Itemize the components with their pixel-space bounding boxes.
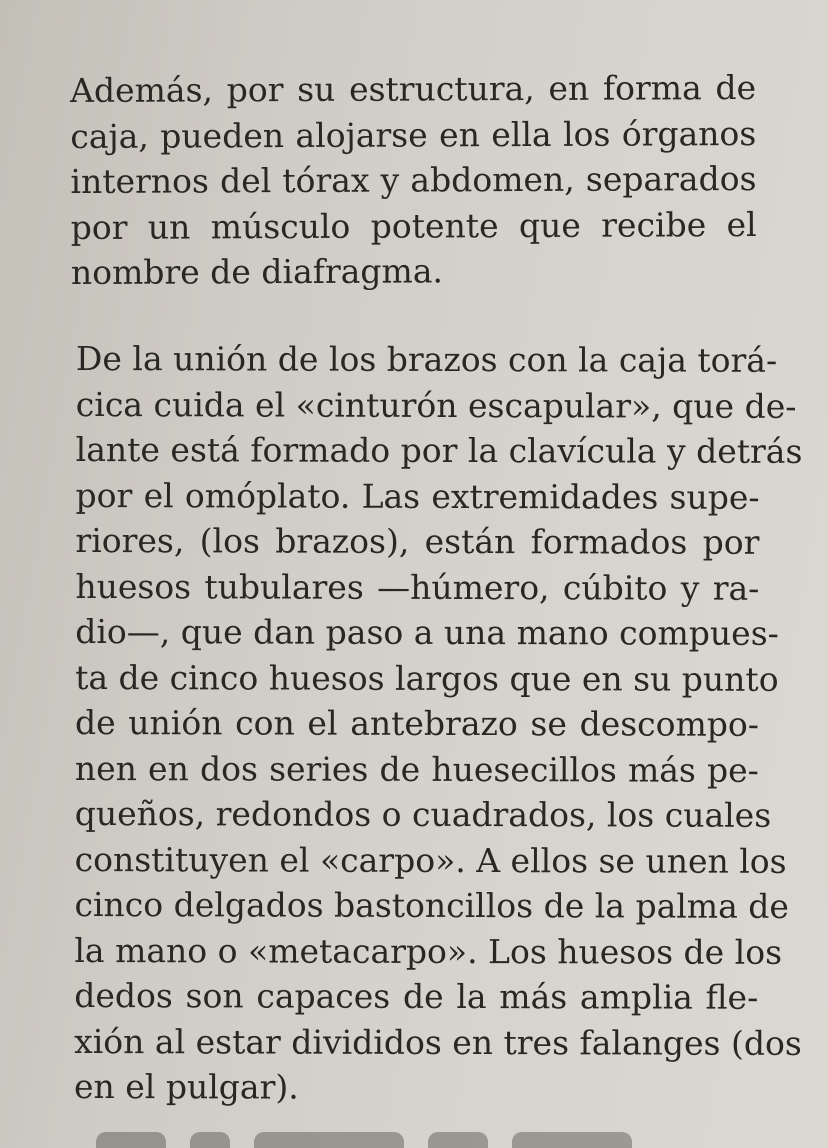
- paragraph-2: [73, 336, 803, 1111]
- text-line: de unión con el antebrazo se descompo-: [74, 702, 760, 744]
- text-line: dio—, que dan paso a una mano compues-: [75, 611, 779, 653]
- text-line: queños, redondos o cuadrados, los cuales: [74, 793, 772, 835]
- text-line: nen en dos series de huesecillos más pe-: [74, 748, 759, 790]
- text-line: Además, por su estructura, en forma de: [70, 68, 757, 110]
- text-line: por el omóplato. Las extremidades supe-: [75, 475, 760, 517]
- text-line: caja, pueden alojarse en ella los órganos: [70, 113, 757, 156]
- text-line: huesos tubulares —húmero, cúbito y ra-: [75, 566, 760, 608]
- cut-off-text-line: [96, 1132, 756, 1148]
- text-line: ta de cinco huesos largos que en su punto: [75, 657, 779, 699]
- paragraph-1: [70, 65, 757, 295]
- text-line: en el pulgar).: [73, 1066, 299, 1107]
- text-line: por un músculo potente que recibe el: [70, 204, 757, 247]
- text-line: riores, (los brazos), están formados por: [75, 520, 760, 562]
- text-line: lante está formado por la clavícula y detrás: [75, 429, 803, 471]
- text-line: cinco delgados bastoncillos de la palma de: [74, 884, 789, 926]
- text-line: la mano o «metacarpo». Los huesos de los: [74, 930, 783, 972]
- text-line: xión al estar divididos en tres falanges (dos: [74, 1021, 802, 1063]
- text-line: De la unión de los brazos con la caja torá-: [75, 339, 778, 380]
- text-line: cica cuida el «cinturón escapular», que de-: [75, 384, 797, 426]
- text-line: constituyen el «carpo». A ellos se unen los: [74, 839, 787, 881]
- text-line: nombre de diafragma.: [70, 251, 444, 292]
- text-line: internos del tórax y abdomen, separados: [70, 159, 757, 201]
- text-line: dedos son capaces de la más amplia fle-: [74, 975, 759, 1017]
